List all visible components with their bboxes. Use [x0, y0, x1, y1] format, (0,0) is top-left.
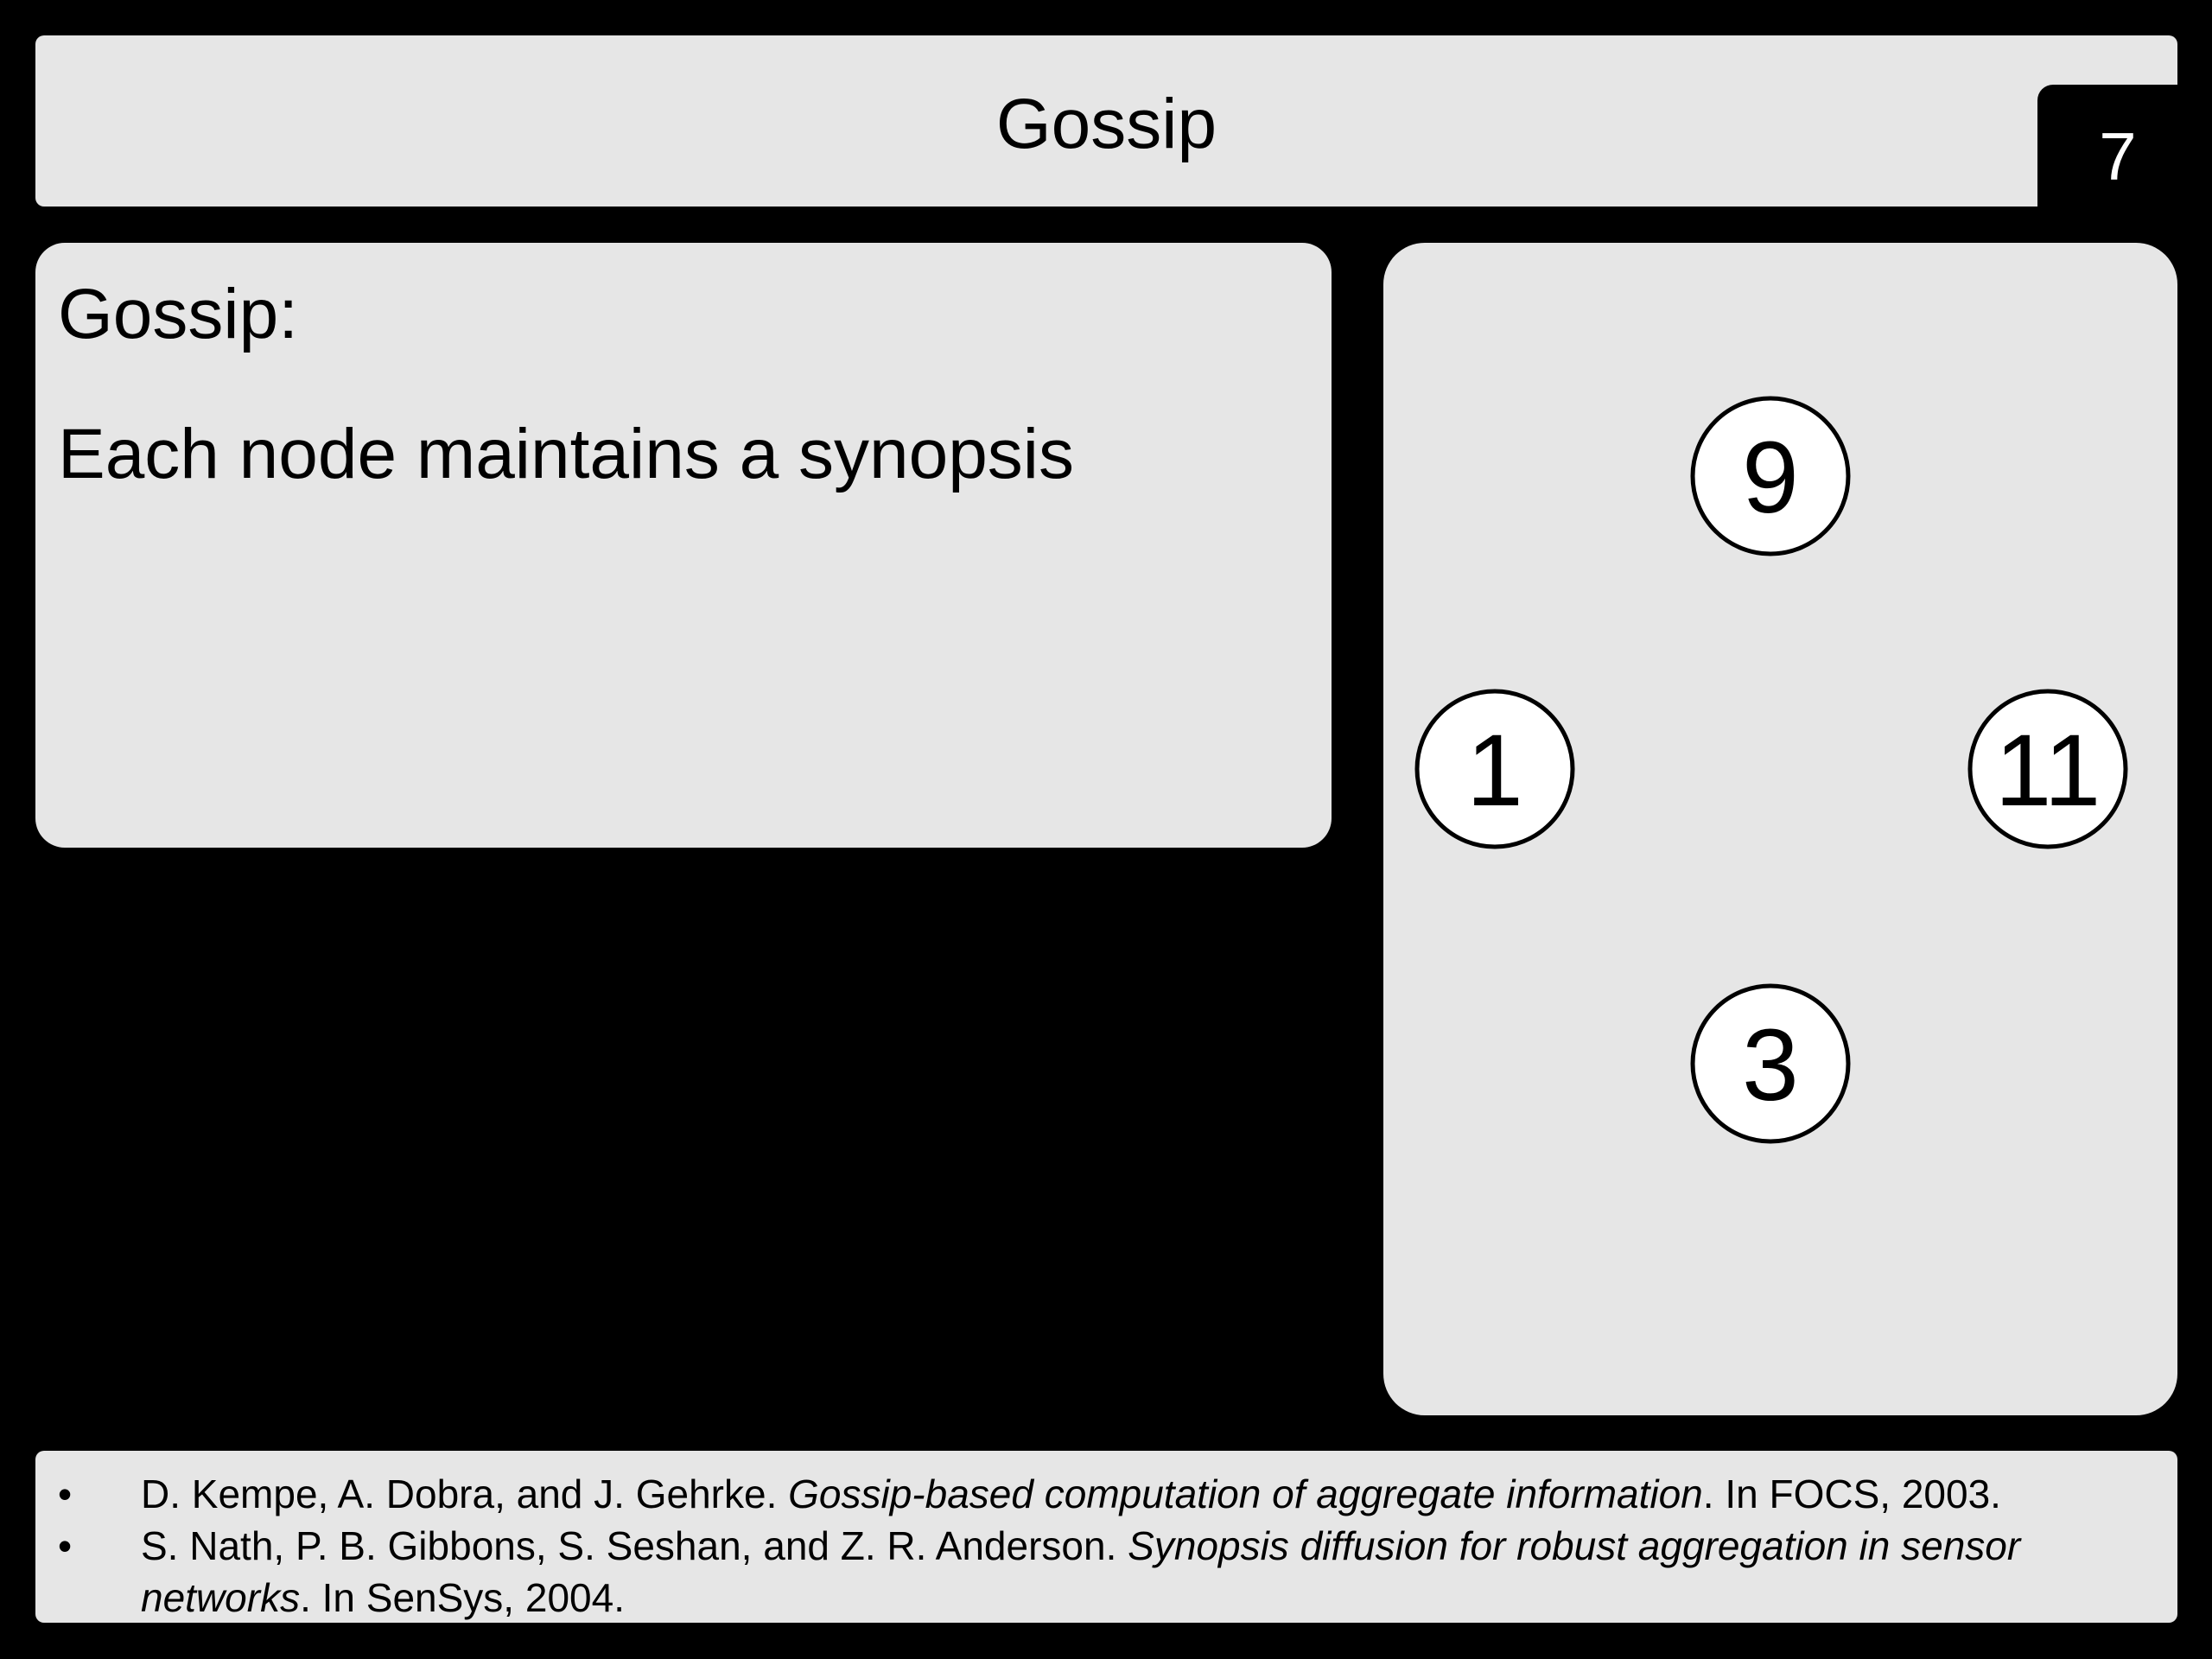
- node-3: [1693, 986, 1848, 1141]
- reference-text: [141, 1468, 2145, 1520]
- node-diagram: [1383, 243, 2177, 1415]
- reference-venue: . In FOCS, 2003.: [1702, 1471, 2001, 1516]
- node-9: [1693, 398, 1848, 554]
- node-label: 11: [1994, 714, 2101, 828]
- node-label: 9: [1742, 421, 1799, 535]
- content-panel: [35, 243, 1332, 848]
- slide-title: Gossip: [995, 85, 1217, 163]
- header-bar: [35, 35, 2177, 207]
- slide-number-badge: 7: [2037, 85, 2198, 228]
- references-panel: [35, 1451, 2177, 1623]
- bullet: •: [58, 1471, 73, 1516]
- diagram-panel: [1383, 243, 2177, 1415]
- reference-title: Synopsis diffusion for robust aggregation in sensor networks: [141, 1523, 2021, 1620]
- reference-authors: S. Nath, P. B. Gibbons, S. Seshan, and Z. R. Anderson.: [141, 1523, 1128, 1568]
- node-label: 1: [1466, 714, 1523, 828]
- content-heading: Gossip:: [58, 275, 298, 353]
- bullet: •: [58, 1523, 73, 1568]
- reference-authors: D. Kempe, A. Dobra, and J. Gehrke.: [141, 1471, 789, 1516]
- reference-venue: . In SenSys, 2004.: [300, 1575, 625, 1620]
- node-label: 3: [1742, 1008, 1799, 1122]
- content-text: Each node maintains a synopsis: [58, 415, 1075, 493]
- reference-title: Gossip-based computation of aggregate information: [788, 1471, 1703, 1516]
- reference-text: [141, 1520, 2145, 1624]
- node-1: [1417, 691, 1573, 847]
- node-11: [1970, 691, 2126, 847]
